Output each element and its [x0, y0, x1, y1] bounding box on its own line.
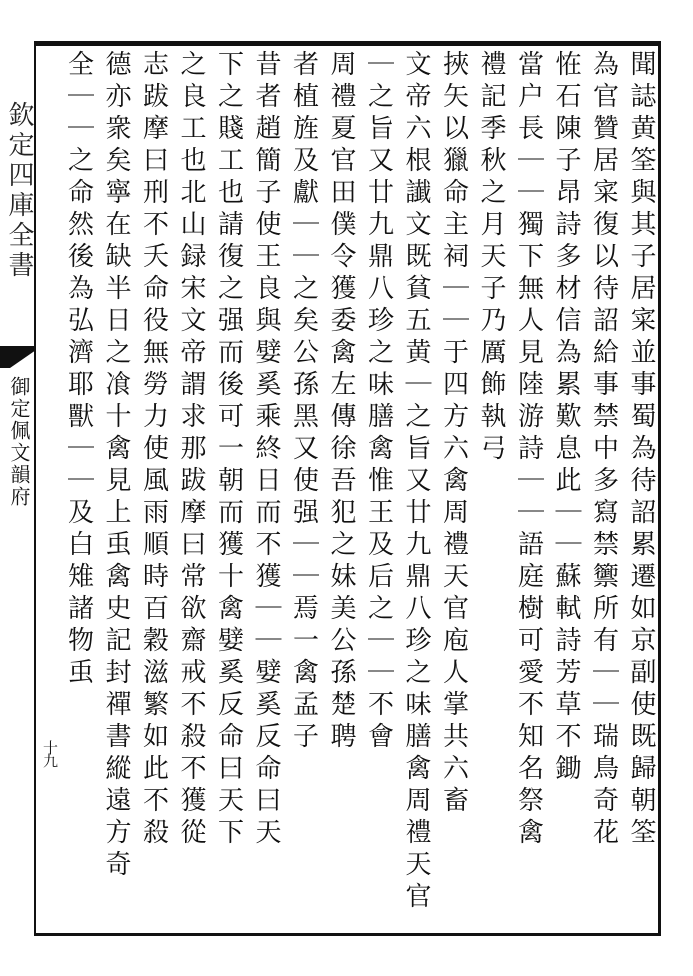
text-column: 周禮夏官田僕令獲委禽左傳徐吾犯之妹美公孫楚聘	[326, 50, 356, 754]
running-title: 欽定四庫全書	[4, 101, 34, 281]
text-column: 當户長｜｜獨下無人見陸游詩｜｜語庭樹可愛不知名祭禽	[513, 50, 544, 850]
text-columns	[60, 50, 660, 930]
text-column: 文帝六根䜟文既貧五黄｜之旨又廿九鼎八珍之味膳禽周禮天官	[401, 50, 431, 914]
margin-strip	[0, 46, 36, 933]
text-column: 恠石陳子昂詩多材信為累歎息此｜｜蘇軾詩芳草不鋤	[551, 50, 581, 786]
page-number: 十九	[41, 740, 59, 766]
text-column: 聞誌黄筌與其子居寀並事蜀為待詔累遷如京副使既歸朝筌	[626, 50, 656, 850]
text-column: ｜之旨又廿九鼎八珍之味膳禽惟王及后之｜｜不會	[363, 50, 394, 754]
text-column: 者植旌及獻｜｜之矣公孫黑又使强｜｜焉一禽孟子	[288, 50, 319, 754]
text-column: 全｜｜之命然後為弘濟耶獸｜｜及白雉諸物䖝	[63, 50, 94, 690]
text-column: 禮記季秋之月天子乃厲飾執弓	[476, 50, 506, 466]
text-column: 為官贊居寀復以待詔給事禁中多寫禁籞所有｜｜瑞鳥奇花	[588, 50, 619, 850]
fish-tail-mark-icon	[0, 346, 36, 368]
text-column: 德亦衆矣寧在缺半日之飡十禽見上䖝禽史記封禪書縱遠方奇	[101, 50, 131, 882]
text-column: 下之賤工也請復之强而後可一朝而獲十禽嬖奚反命曰天下	[213, 50, 244, 850]
edition-label: 御定佩文韻府	[7, 376, 31, 508]
text-column: 昔者趙簡子使王良與嬖奚乘終日而不獲｜｜嬖奚反命曰天	[251, 50, 281, 850]
frame-top-rule	[34, 41, 661, 46]
text-column: 之良工也北山録宋文帝謂求那跋摩曰常欲齋戒不殺不獲從	[176, 50, 206, 850]
text-column: 挾矢以獵命主祠｜｜于四方六禽周禮天官庖人掌共六畜	[438, 50, 469, 818]
frame-bottom-rule	[34, 933, 661, 936]
text-column: 志跋摩曰刑不夭命役無勞力使風雨順時百穀滋繁如此不殺	[138, 50, 169, 850]
